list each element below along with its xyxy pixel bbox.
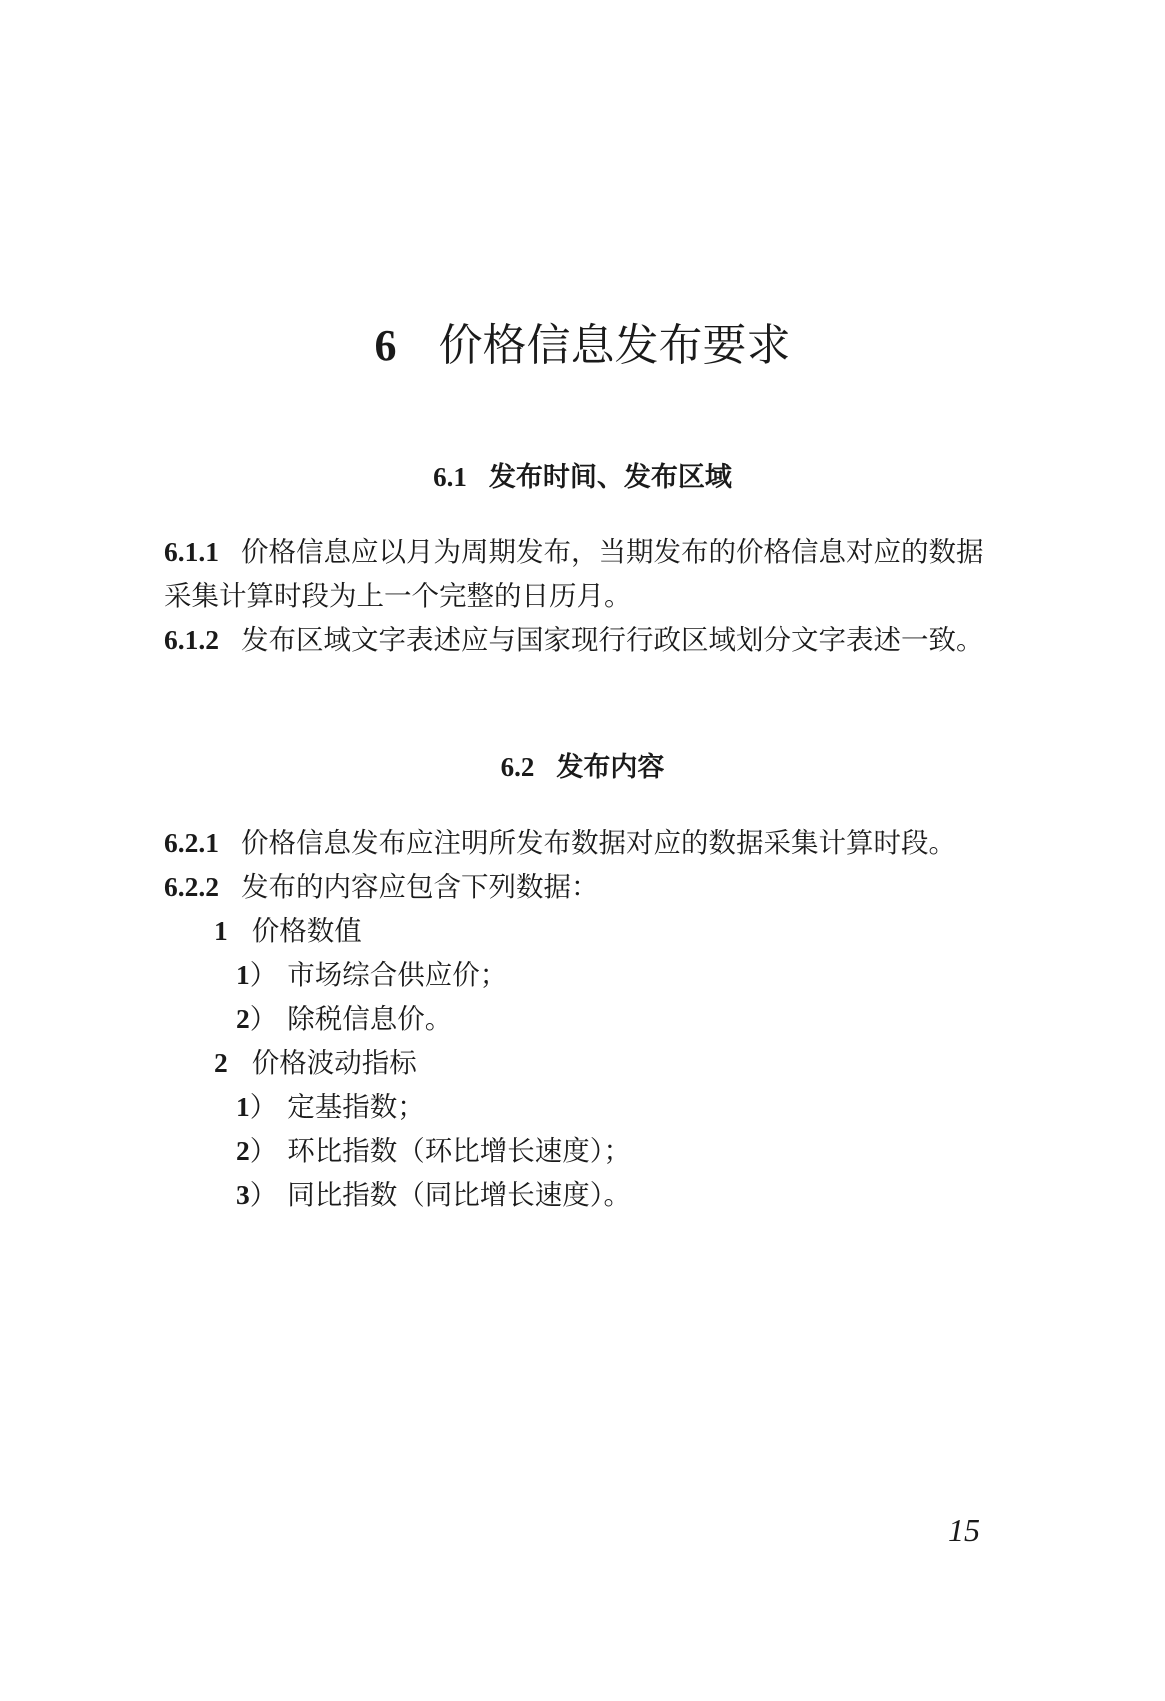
subitem-paren: ） xyxy=(249,1135,278,1167)
list-item xyxy=(214,909,362,953)
subitem-paren: ） xyxy=(249,1091,278,1123)
subitem-text: 市场综合供应价； xyxy=(287,959,508,991)
subitem-paren: ） xyxy=(249,1179,278,1211)
subitem-paren: ） xyxy=(249,1003,278,1035)
clause-6-2-1 xyxy=(164,821,1006,865)
subitem-number: 1 xyxy=(236,1091,250,1122)
section-title-6-2 xyxy=(0,749,1165,786)
section-number: 6.2 xyxy=(500,752,535,782)
subitem-text: 除税信息价。 xyxy=(287,1003,453,1035)
subitem-number: 2 xyxy=(236,1135,250,1166)
section-title-text: 发布时间、发布区域 xyxy=(488,462,732,493)
sub-list-item xyxy=(236,997,452,1041)
subitem-text: 定基指数； xyxy=(287,1091,425,1123)
item-number: 2 xyxy=(214,1047,228,1078)
sub-list-item xyxy=(236,953,507,997)
clause-6-1-2 xyxy=(164,618,1006,662)
clause-6-1-1 xyxy=(164,530,1006,618)
clause-number: 6.1.1 xyxy=(164,536,219,567)
page-number: 15 xyxy=(948,1512,980,1548)
item-text: 价格波动指标 xyxy=(251,1047,417,1079)
clause-6-2-2 xyxy=(164,865,1006,909)
clause-text: 价格信息发布应注明所发布数据对应的数据采集计算时段。 xyxy=(241,827,956,859)
clause-number: 6.2.1 xyxy=(164,827,219,858)
section-number: 6.1 xyxy=(433,462,467,492)
subitem-number: 3 xyxy=(236,1179,250,1210)
clause-text: 价格信息应以月为周期发布，当期发布的价格信息对应的数据采集计算时段为上一个完整的日历月。 xyxy=(164,536,984,612)
section-title-6-1 xyxy=(0,459,1165,496)
subitem-number: 1 xyxy=(236,959,250,990)
chapter-number: 6 xyxy=(374,321,397,370)
item-number: 1 xyxy=(214,915,228,946)
sub-list-item xyxy=(236,1085,425,1129)
subitem-text: 环比指数（环比增长速度）； xyxy=(287,1135,631,1167)
section-title-text: 发布内容 xyxy=(556,752,665,783)
list-item xyxy=(214,1041,417,1085)
item-text: 价格数值 xyxy=(251,915,362,947)
subitem-paren: ） xyxy=(249,959,278,991)
clause-number: 6.2.2 xyxy=(164,871,219,902)
sub-list-item xyxy=(236,1173,631,1217)
chapter-title-text: 价格信息发布要求 xyxy=(438,320,791,371)
subitem-number: 2 xyxy=(236,1003,250,1034)
clause-text: 发布区域文字表述应与国家现行行政区域划分文字表述一致。 xyxy=(241,624,984,656)
chapter-title xyxy=(0,318,1165,374)
sub-list-item xyxy=(236,1129,631,1173)
clause-text: 发布的内容应包含下列数据： xyxy=(241,871,599,903)
subitem-text: 同比指数（同比增长速度）。 xyxy=(287,1179,631,1211)
clause-number: 6.1.2 xyxy=(164,624,219,655)
